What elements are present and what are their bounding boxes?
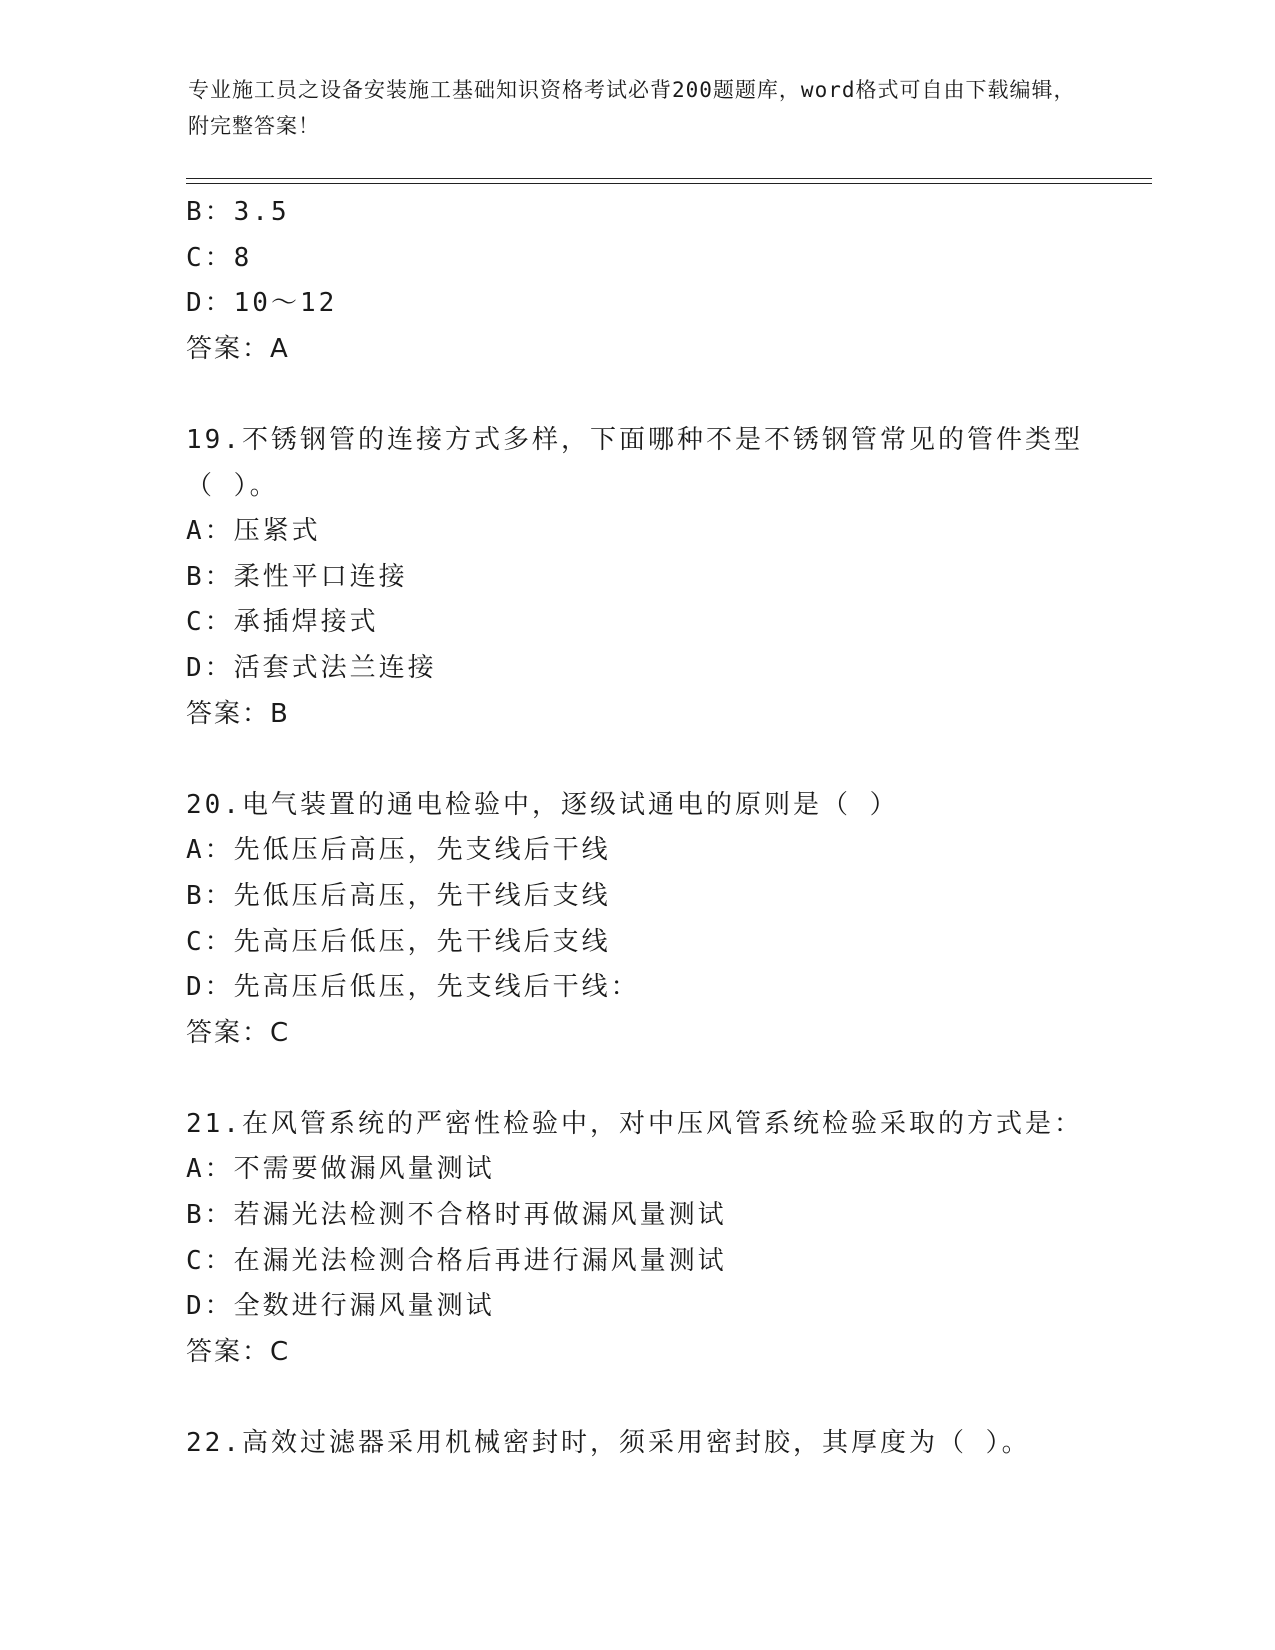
option-c: C：在漏光法检测合格后再进行漏风量测试 [186, 1245, 727, 1276]
option-b: B：若漏光法检测不合格时再做漏风量测试 [186, 1200, 727, 1231]
option-a: A：不需要做漏风量测试 [186, 1154, 495, 1185]
option-c: C：8 [186, 242, 253, 273]
question-stem-20: 20.电气装置的通电检验中，逐级试通电的原则是（ ） [186, 789, 899, 820]
option-d: D：全数进行漏风量测试 [186, 1291, 495, 1322]
question-stem-19: 19.不锈钢管的连接方式多样，下面哪种不是不锈钢管常见的管件类型（ ）。 [186, 424, 1083, 501]
answer-line: 答案：B [186, 698, 290, 729]
option-a: A：先低压后高压，先支线后干线 [186, 835, 611, 866]
question-content [186, 190, 1146, 1467]
option-d: D：先高压后低压，先支线后干线： [186, 972, 640, 1003]
answer-line: 答案：C [186, 1336, 291, 1367]
option-c: C：先高压后低压，先干线后支线 [186, 926, 611, 957]
option-d: D：活套式法兰连接 [186, 652, 437, 683]
option-a: A：压紧式 [186, 516, 321, 547]
header-rule-bottom [186, 183, 1152, 184]
document-header: 专业施工员之设备安装施工基础知识资格考试必背200题题库，word格式可自由下载编辑，附完整答案！ [188, 78, 1076, 138]
question-stem-22: 22.高效过滤器采用机械密封时，须采用密封胶，其厚度为（ ）。 [186, 1428, 1031, 1459]
answer-line: 答案：C [186, 1017, 291, 1048]
answer-line: 答案：A [186, 333, 290, 364]
option-c: C：承插焊接式 [186, 607, 379, 638]
option-b: B：3.5 [186, 197, 290, 227]
option-b: B：先低压后高压，先干线后支线 [186, 880, 611, 911]
question-stem-21: 21.在风管系统的严密性检验中，对中压风管系统检验采取的方式是： [186, 1108, 1083, 1139]
header-rule-top [186, 178, 1152, 179]
option-b: B：柔性平口连接 [186, 561, 408, 592]
option-d: D：10～12 [186, 288, 338, 319]
